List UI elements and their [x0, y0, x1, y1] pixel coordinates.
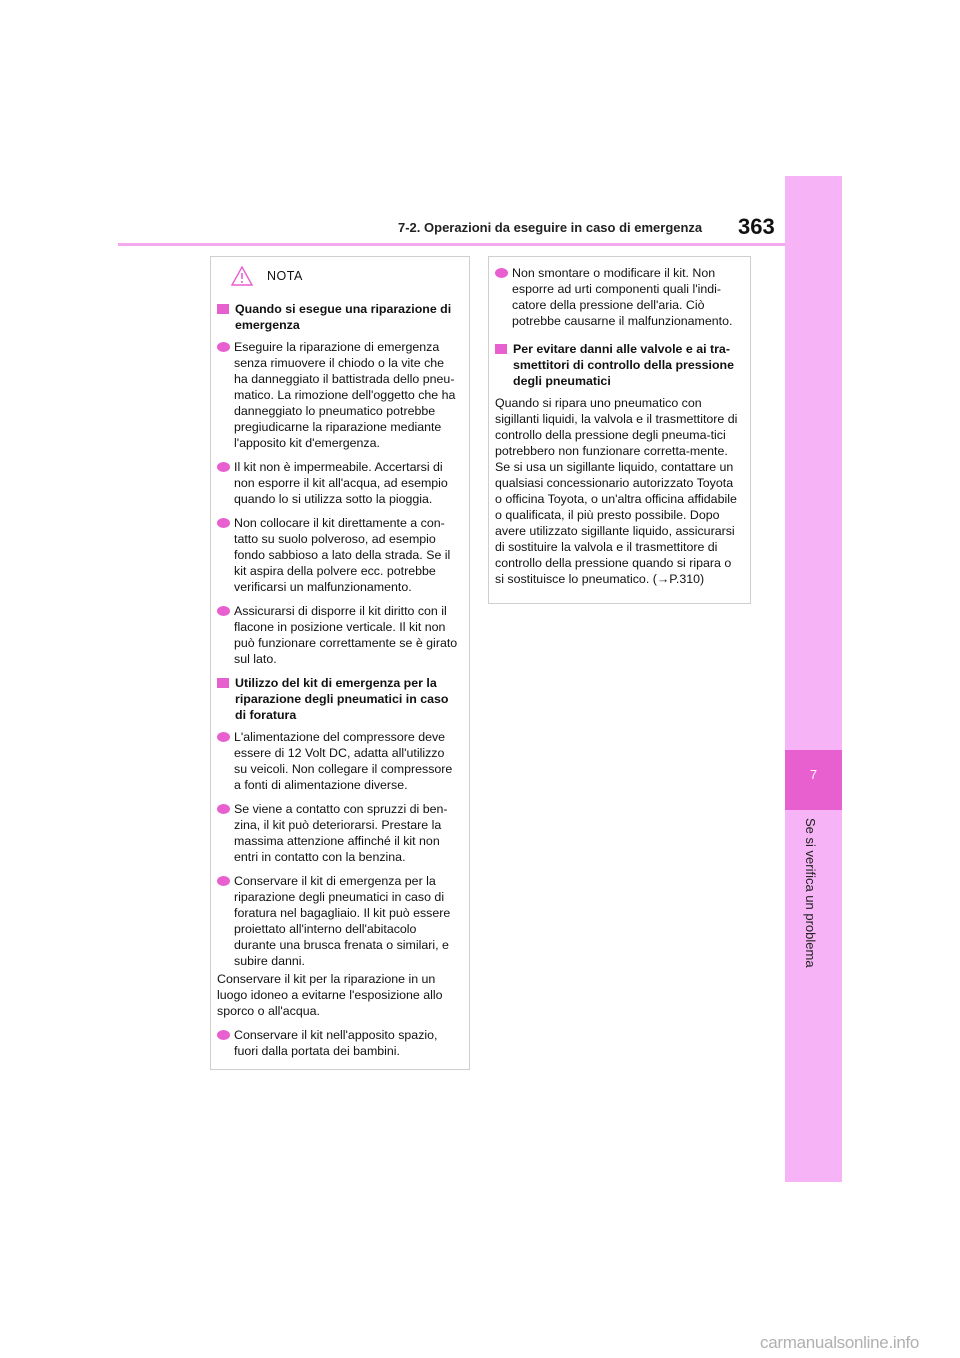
- square-bullet-icon: [217, 304, 229, 314]
- list-item: [217, 801, 459, 865]
- bullet-dot-icon: [217, 732, 230, 742]
- list-item-text: Conservare il kit nell'apposito spazio, fuori dalla portata dei bambini.: [234, 1028, 438, 1058]
- header-rule: [118, 243, 785, 246]
- square-bullet-icon: [495, 344, 507, 354]
- list-item: [217, 729, 459, 793]
- bullet-dot-icon: [217, 518, 230, 528]
- list-item-text: Non collocare il kit direttamente a con-tatto su suolo polveroso, ad esempio fondo sabbioso a lato della strada. Se il kit aspira della polvere ecc. potrebbe verificarsi un malfunzionamento.: [234, 516, 451, 594]
- list-item-text: Il kit non è impermeabile. Accertarsi di non esporre il kit all'acqua, ad esempio quando lo si utilizza sotto la pioggia.: [234, 460, 448, 506]
- paragraph: Conservare il kit per la riparazione in un luogo idoneo a evitarne l'esposizione allo sporco o all'acqua.: [217, 972, 443, 1018]
- nota-label: NOTA: [267, 269, 303, 283]
- list-item: [217, 339, 459, 451]
- watermark: carmanualsonline.info: [760, 1333, 920, 1352]
- chapter-sidebar: [785, 176, 842, 1182]
- section-heading: [217, 675, 459, 723]
- chapter-number: 7: [809, 767, 818, 782]
- list-item: [217, 873, 459, 969]
- nota-box: [210, 256, 470, 1070]
- heading-text: Per evitare danni alle valvole e ai tra-smettitori di controllo della pressione degli pneumatici: [513, 342, 735, 388]
- warning-icon: [231, 266, 253, 286]
- list-item: [217, 515, 459, 595]
- list-item-text: Se viene a contatto con spruzzi di ben-zina, il kit può deteriorarsi. Prestare la massima attenzione affinché il kit non entri in contatto con la benzina.: [234, 802, 448, 864]
- bullet-dot-icon: [217, 876, 230, 886]
- list-item-text: Non smontare o modificare il kit. Non esporre ad urti componenti quali l'indi-catore della pressione dell'aria. Ciò potrebbe causarne il malfunzionamento.: [512, 266, 733, 328]
- bullet-dot-icon: [217, 804, 230, 814]
- page-number: 363: [738, 214, 775, 239]
- heading-text: Utilizzo del kit di emergenza per la riparazione degli pneumatici in caso di foratura: [235, 676, 449, 722]
- bullet-dot-icon: [495, 268, 508, 278]
- nota-header: [217, 265, 459, 287]
- list-item: [495, 265, 740, 329]
- bullet-dot-icon: [217, 1030, 230, 1040]
- list-item: [217, 459, 459, 507]
- list-item-text: L'alimentazione del compressore deve essere di 12 Volt DC, adatta all'utilizzo su veicoli. Non collegare il compressore a fonti di alimentazione diverse.: [234, 730, 453, 792]
- section-heading: [495, 341, 740, 389]
- list-item: [217, 603, 459, 667]
- section-title: 7-2. Operazioni da eseguire in caso di emergenza: [398, 220, 703, 235]
- section-heading: [217, 301, 459, 333]
- nota-box-continued: [488, 256, 751, 604]
- paragraph: Quando si ripara uno pneumatico con sigillanti liquidi, la valvola e il trasmettitore di controllo della pressione degli pneuma-tici potrebbero non funzionare corretta-mente. Se si usa un sigillante liquido, contattare un qualsiasi concessionario autorizzato Toyota o officina Toyota, o un'altra officina affidabile o qualificata, il più presto possibile. Dopo avere utilizzato sigillante liquido, assicurarsi di sostituire la valvola e il trasmettitore di controllo della pressione quando si ripara o si sostituisce lo pneumatico. (→P.310): [495, 396, 738, 586]
- bullet-dot-icon: [217, 462, 230, 472]
- heading-text: Quando si esegue una riparazione di emergenza: [235, 302, 452, 332]
- chapter-title: Se si verifica un problema: [803, 818, 818, 968]
- list-item-text: Conservare il kit di emergenza per la riparazione degli pneumatici in caso di foratura nel bagagliaio. Il kit può essere proiettato all'interno dell'abitacolo durante una brusca frenata o similari, e subire danni.: [234, 874, 451, 968]
- list-item-text: Assicurarsi di disporre il kit diritto con il flacone in posizione verticale. Il kit non può funzionare correttamente se è girato sul lato.: [234, 604, 458, 666]
- list-item-text: Eseguire la riparazione di emergenza senza rimuovere il chiodo o la vite che ha danneggiato il battistrada dello pneu-matico. La rimozione dell'oggetto che ha danneggiato lo pneumatico potrebbe pregiudicarne la riparazione mediante l'apposito kit d'emergenza.: [234, 340, 456, 450]
- bullet-dot-icon: [217, 606, 230, 616]
- list-item: [217, 1027, 459, 1059]
- square-bullet-icon: [217, 678, 229, 688]
- bullet-dot-icon: [217, 342, 230, 352]
